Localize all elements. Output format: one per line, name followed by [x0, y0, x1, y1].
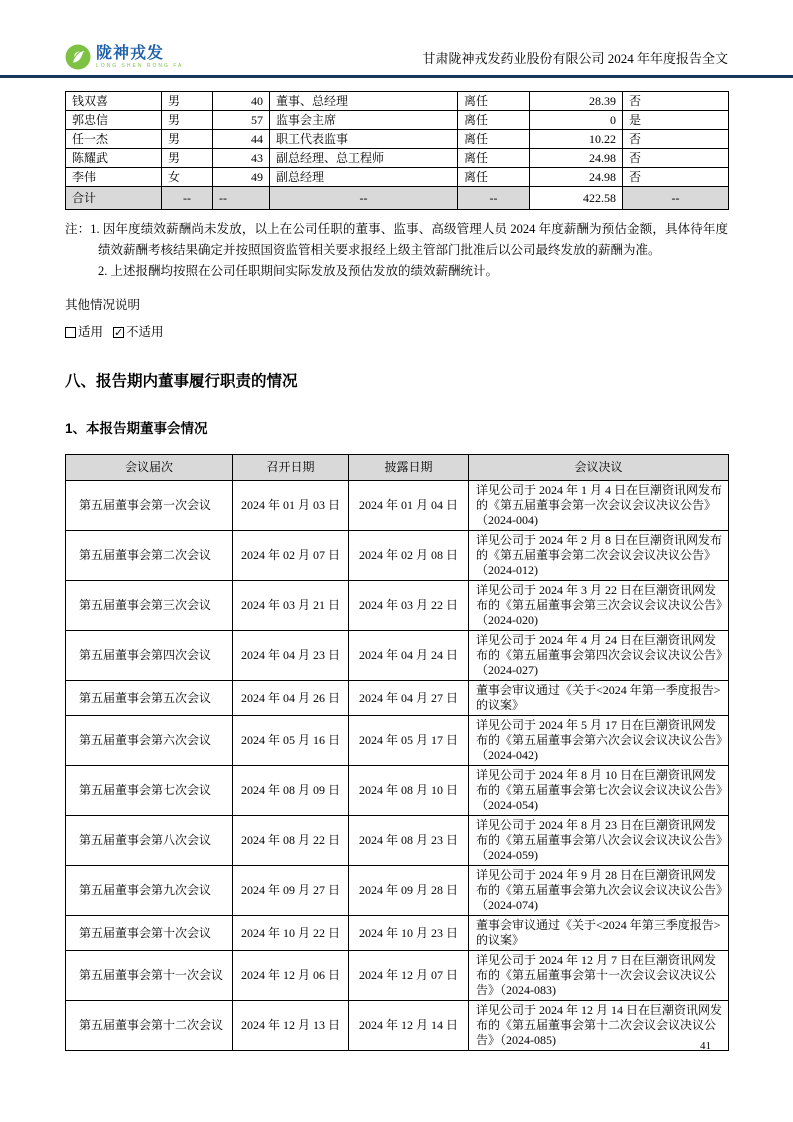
table-cell: 49 — [213, 168, 270, 187]
board-meetings-body — [66, 481, 729, 1051]
table-cell: 2024 年 04 月 23 日 — [233, 631, 349, 681]
table-cell: 详见公司于 2024 年 3 月 22 日在巨潮资讯网发布的《第五届董事会第三次会议会议决议公告》（2024-020) — [469, 581, 729, 631]
table-cell: 男 — [162, 111, 213, 130]
table-cell: 会议届次 — [66, 455, 233, 481]
table-cell: 40 — [213, 92, 270, 111]
table-cell: 副总经理 — [270, 168, 458, 187]
table-cell: 第五届董事会第七次会议 — [66, 766, 233, 816]
table-row — [66, 130, 729, 149]
table-row — [66, 531, 729, 581]
table-row — [66, 716, 729, 766]
table-cell: 2024 年 09 月 27 日 — [233, 866, 349, 916]
table-cell: 董事会审议通过《关于<2024 年第三季度报告>的议案》 — [469, 916, 729, 951]
table-cell: 第五届董事会第四次会议 — [66, 631, 233, 681]
total-current: -- — [623, 187, 729, 210]
table-cell: 2024 年 01 月 04 日 — [349, 481, 469, 531]
total-position: -- — [270, 187, 458, 210]
logo-subtitle: LONG SHEN RONG FA — [96, 62, 184, 69]
table-cell: 男 — [162, 130, 213, 149]
table-cell: 钱双喜 — [66, 92, 162, 111]
table-cell: 2024 年 03 月 22 日 — [349, 581, 469, 631]
total-salary: 422.58 — [530, 187, 623, 210]
table-cell: 详见公司于 2024 年 1 月 4 日在巨潮资讯网发布的《第五届董事会第一次会议会议决议公告》（2024-004) — [469, 481, 729, 531]
checkbox-unchecked-icon — [65, 327, 76, 338]
table-cell: 离任 — [458, 111, 530, 130]
note-2: 2. 上述报酬均按照在公司任职期间实际发放及预估发放的绩效薪酬统计。 — [98, 264, 499, 278]
checkbox-checked-icon — [113, 327, 124, 338]
table-row — [66, 1001, 729, 1051]
table-cell: 2024 年 03 月 21 日 — [233, 581, 349, 631]
table-row — [66, 766, 729, 816]
table-cell: 2024 年 10 月 22 日 — [233, 916, 349, 951]
applicable-label: 适用 — [78, 325, 104, 339]
total-gender: -- — [162, 187, 213, 210]
note-1: 注：1. 因年度绩效薪酬尚未发放，以上在公司任职的董事、监事、高级管理人员 2024 年度薪酬为预估金额，具体待年度绩效薪酬考核结果确定并按照国资监管相关要求报经上级主管部门批准后以公司最终发放的薪酬为准。 — [65, 222, 728, 257]
table-cell: 第五届董事会第九次会议 — [66, 866, 233, 916]
table-cell: 离任 — [458, 168, 530, 187]
table-cell: 第五届董事会第十二次会议 — [66, 1001, 233, 1051]
company-logo — [65, 44, 183, 70]
table-cell: 第五届董事会第五次会议 — [66, 681, 233, 716]
table-cell: 第五届董事会第十一次会议 — [66, 951, 233, 1001]
table-row — [66, 866, 729, 916]
page-header — [0, 0, 793, 78]
logo-text — [96, 46, 183, 69]
table-row — [66, 951, 729, 1001]
report-title: 甘肃陇神戎发药业股份有限公司 2024 年年度报告全文 — [422, 51, 728, 66]
table-row — [66, 816, 729, 866]
table-cell: 第五届董事会第八次会议 — [66, 816, 233, 866]
board-meetings-table — [65, 454, 729, 1051]
table-row — [66, 111, 729, 130]
table-cell: 男 — [162, 92, 213, 111]
table-cell: 女 — [162, 168, 213, 187]
table-cell: 2024 年 04 月 26 日 — [233, 681, 349, 716]
table-cell: 2024 年 12 月 13 日 — [233, 1001, 349, 1051]
table-cell: 详见公司于 2024 年 12 月 7 日在巨潮资讯网发布的《第五届董事会第十一次会议会议决议公告》（2024-083) — [469, 951, 729, 1001]
logo-name: 陇神戎发 — [96, 44, 165, 62]
table-row — [66, 149, 729, 168]
board-meetings-header — [66, 455, 729, 481]
applicable-option — [65, 322, 103, 342]
table-cell: 男 — [162, 149, 213, 168]
table-row — [66, 92, 729, 111]
table-cell: 任一杰 — [66, 130, 162, 149]
table-cell: 否 — [623, 130, 729, 149]
table-cell: 2024 年 09 月 28 日 — [349, 866, 469, 916]
table-cell: 否 — [623, 92, 729, 111]
table-cell: 2024 年 10 月 23 日 — [349, 916, 469, 951]
table-cell: 2024 年 08 月 23 日 — [349, 816, 469, 866]
table-cell: 详见公司于 2024 年 8 月 10 日在巨潮资讯网发布的《第五届董事会第七次会议会议决议公告》（2024-054) — [469, 766, 729, 816]
table-cell: 2024 年 08 月 22 日 — [233, 816, 349, 866]
remuneration-table — [65, 91, 729, 210]
total-status: -- — [458, 187, 530, 210]
table-cell: 2024 年 08 月 09 日 — [233, 766, 349, 816]
table-cell: 董事会审议通过《关于<2024 年第一季度报告>的议案》 — [469, 681, 729, 716]
table-row — [66, 631, 729, 681]
applicability-row — [65, 322, 728, 342]
table-cell: 2024 年 02 月 07 日 — [233, 531, 349, 581]
table-cell: 24.98 — [530, 149, 623, 168]
table-row — [66, 581, 729, 631]
table-cell: 职工代表监事 — [270, 130, 458, 149]
table-cell: 陈耀武 — [66, 149, 162, 168]
table-cell: 0 — [530, 111, 623, 130]
table-row — [66, 916, 729, 951]
not-applicable-label: 不适用 — [126, 325, 164, 339]
table-cell: 2024 年 02 月 08 日 — [349, 531, 469, 581]
table-row — [66, 168, 729, 187]
table-cell: 2024 年 04 月 27 日 — [349, 681, 469, 716]
table-cell: 43 — [213, 149, 270, 168]
table-cell: 2024 年 05 月 17 日 — [349, 716, 469, 766]
table-cell: 第五届董事会第三次会议 — [66, 581, 233, 631]
table-cell: 否 — [623, 168, 729, 187]
table-cell: 2024 年 12 月 14 日 — [349, 1001, 469, 1051]
remuneration-table-body — [66, 92, 729, 187]
table-cell: 离任 — [458, 130, 530, 149]
subsection-heading: 1、本报告期董事会情况 — [65, 421, 208, 436]
table-cell: 2024 年 01 月 03 日 — [233, 481, 349, 531]
table-row — [66, 681, 729, 716]
section-heading: 八、报告期内董事履行职责的情况 — [65, 373, 298, 390]
table-cell: 郭忠信 — [66, 111, 162, 130]
table-cell: 披露日期 — [349, 455, 469, 481]
not-applicable-option — [113, 322, 164, 342]
table-cell: 是 — [623, 111, 729, 130]
table-cell: 详见公司于 2024 年 9 月 28 日在巨潮资讯网发布的《第五届董事会第九次会议会议决议公告》（2024-074) — [469, 866, 729, 916]
table-cell: 第五届董事会第一次会议 — [66, 481, 233, 531]
table-cell: 李伟 — [66, 168, 162, 187]
table-cell: 详见公司于 2024 年 4 月 24 日在巨潮资讯网发布的《第五届董事会第四次会议会议决议公告》（2024-027) — [469, 631, 729, 681]
table-cell: 详见公司于 2024 年 5 月 17 日在巨潮资讯网发布的《第五届董事会第六次会议会议决议公告》（2024-042) — [469, 716, 729, 766]
table-cell: 详见公司于 2024 年 12 月 14 日在巨潮资讯网发布的《第五届董事会第十二次会议会议决议公告》（2024-085) — [469, 1001, 729, 1051]
table-cell: 2024 年 12 月 07 日 — [349, 951, 469, 1001]
table-cell: 副总经理、总工程师 — [270, 149, 458, 168]
remuneration-total-row — [66, 187, 729, 210]
table-cell: 详见公司于 2024 年 2 月 8 日在巨潮资讯网发布的《第五届董事会第二次会议会议决议公告》（2024-012) — [469, 531, 729, 581]
table-cell: 10.22 — [530, 130, 623, 149]
table-cell: 44 — [213, 130, 270, 149]
total-label: 合计 — [66, 187, 162, 210]
table-cell: 详见公司于 2024 年 8 月 23 日在巨潮资讯网发布的《第五届董事会第八次会议会议决议公告》（2024-059) — [469, 816, 729, 866]
table-cell: 2024 年 04 月 24 日 — [349, 631, 469, 681]
table-cell: 24.98 — [530, 168, 623, 187]
table-cell: 召开日期 — [233, 455, 349, 481]
table-cell: 2024 年 05 月 16 日 — [233, 716, 349, 766]
page-number: 41 — [700, 1040, 711, 1052]
table-cell: 第五届董事会第六次会议 — [66, 716, 233, 766]
logo-leaf-icon — [65, 44, 91, 70]
table-cell: 2024 年 12 月 06 日 — [233, 951, 349, 1001]
table-cell: 第五届董事会第十次会议 — [66, 916, 233, 951]
table-cell: 57 — [213, 111, 270, 130]
table-cell: 2024 年 08 月 10 日 — [349, 766, 469, 816]
table-cell: 会议决议 — [469, 455, 729, 481]
table-cell: 第五届董事会第二次会议 — [66, 531, 233, 581]
table-cell: 监事会主席 — [270, 111, 458, 130]
table-cell: 董事、总经理 — [270, 92, 458, 111]
table-row — [66, 455, 729, 481]
other-situation-title: 其他情况说明 — [65, 298, 141, 312]
table-cell: 离任 — [458, 149, 530, 168]
table-cell: 离任 — [458, 92, 530, 111]
table-row — [66, 481, 729, 531]
table-cell: 28.39 — [530, 92, 623, 111]
total-age: -- — [213, 187, 270, 210]
table-cell: 否 — [623, 149, 729, 168]
